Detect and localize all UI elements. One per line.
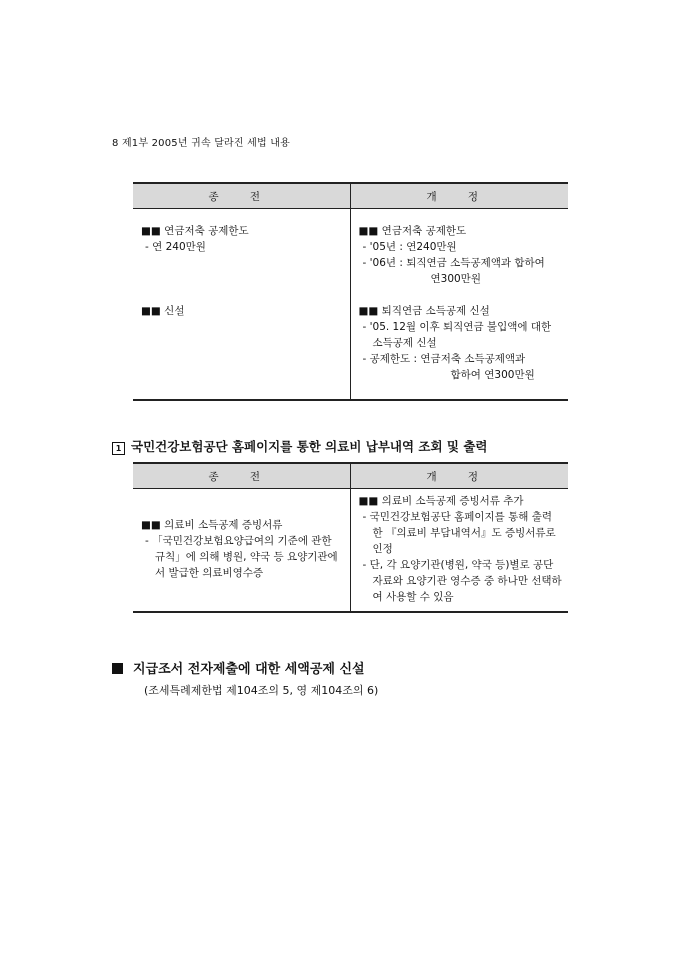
old-pension-item: - 연 240만원 — [145, 241, 206, 253]
new-pension-item-2005: - '05년 : 연240만원 — [362, 241, 457, 253]
section-title-payment-statement: 지급조서 전자제출에 대한 세액공제 신설 — [133, 662, 365, 677]
new-retirement-item-limit-cont: 합하여 연300만원 — [450, 369, 535, 381]
new-pension-block — [359, 223, 563, 303]
column-header-new: 개 정 — [350, 183, 568, 209]
new-medical-item-choice: - 단, 각 요양기관(병원, 약국 등)별로 공단자료와 요양기관 영수증 중 하나만 선택하여 사용할 수 있음 — [362, 559, 562, 603]
old-medical-cell — [133, 489, 350, 613]
old-medical-item: - 「국민건강보험요양급여의 기준에 관한 규칙」에 의해 병원, 약국 등 요양기관에서 발급한 의료비영수증 — [145, 535, 338, 579]
old-retirement-block — [141, 303, 344, 319]
square-bullet-icon — [112, 663, 123, 674]
new-provisions-cell — [350, 209, 568, 401]
legal-reference: (조세특례제한법 제104조의 5, 영 제104조의 6) — [144, 684, 379, 697]
new-pension-title: ■■ 연금저축 공제한도 — [358, 225, 467, 237]
new-medical-cell — [350, 489, 568, 613]
new-retirement-title: ■■ 퇴직연금 소득공제 신설 — [358, 305, 490, 317]
section-heading-payment-statement — [112, 658, 365, 677]
new-retirement-item-start: - '05. 12월 이후 퇴직연금 불입액에 대한 소득공제 신설 — [362, 321, 552, 349]
new-retirement-item-limit: - 공제한도 : 연금저축 소득공제액과 — [362, 353, 526, 365]
section-heading-medical — [112, 437, 488, 455]
old-retirement-title: ■■ 신설 — [141, 305, 185, 317]
new-pension-item-2006-cont: 연300만원 — [430, 273, 481, 285]
section-title-medical: 국민건강보험공단 홈페이지를 통한 의료비 납부내역 조회 및 출력 — [131, 439, 488, 454]
old-pension-title: ■■ 연금저축 공제한도 — [141, 225, 249, 237]
comparison-table-pension — [133, 182, 568, 401]
new-pension-item-2006: - '06년 : 퇴직연금 소득공제액과 합하여 — [362, 257, 545, 269]
old-provisions-cell — [133, 209, 350, 401]
new-retirement-block — [359, 303, 563, 383]
page-header: 8 제1부 2005년 귀속 달라진 세법 내용 — [112, 138, 290, 149]
old-pension-block — [141, 223, 344, 303]
column-header-old: 종 전 — [133, 183, 350, 209]
new-medical-title: ■■ 의료비 소득공제 증빙서류 추가 — [358, 495, 524, 507]
old-medical-title: ■■ 의료비 소득공제 증빙서류 — [141, 519, 283, 531]
new-medical-item-nhis: - 국민건강보험공단 홈페이지를 통해 출력한 『의료비 부담내역서』도 증빙서류로 인정 — [362, 511, 556, 555]
column-header-new: 개 정 — [350, 463, 568, 489]
column-header-old: 종 전 — [133, 463, 350, 489]
comparison-table-medical — [133, 462, 568, 613]
numbered-box-icon: 1 — [112, 442, 125, 455]
